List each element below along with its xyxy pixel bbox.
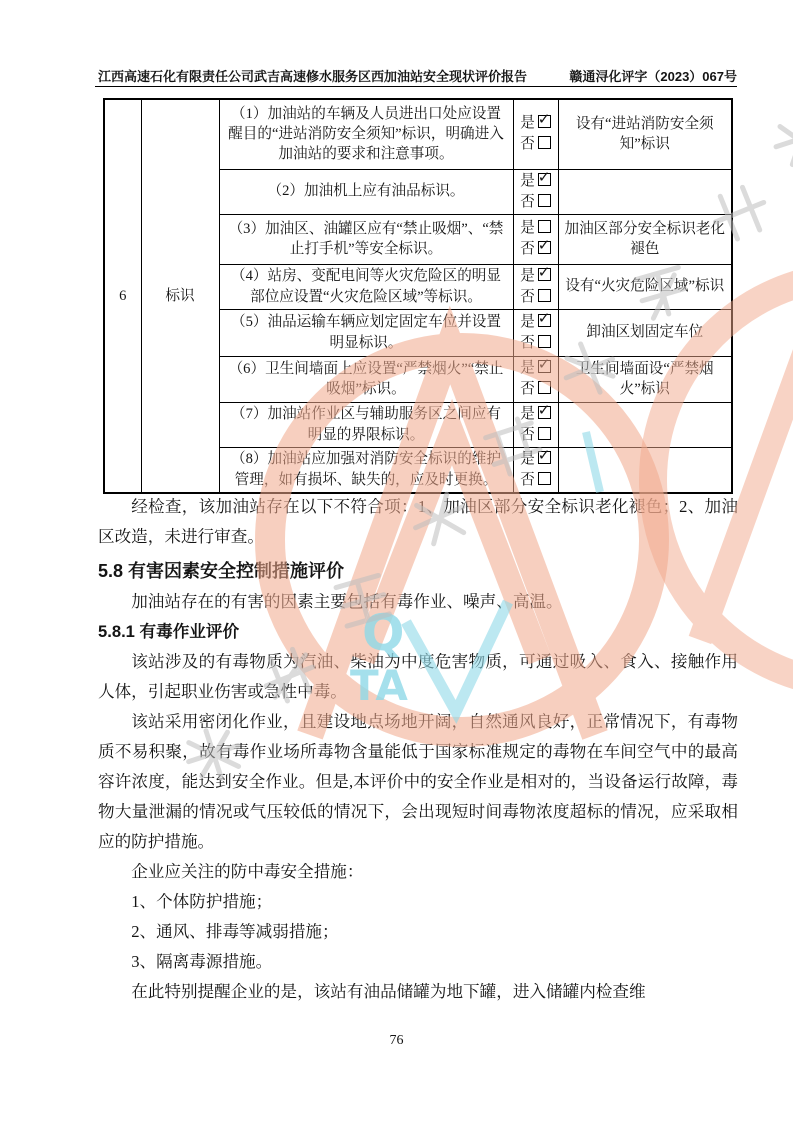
remark-cell: 设有“火灾危险区域”标识: [558, 264, 732, 309]
yes-checkbox: [538, 360, 551, 373]
item-text-cell: （3）加油区、油罐区应有“禁止吸烟”、“禁止打手机”等安全标识。: [219, 214, 513, 264]
remark-cell: 卫生间墙面设“严禁烟火”标识: [558, 356, 732, 402]
paragraph-toxic-operation: 该站采用密闭化作业，且建设地点场地开阔，自然通风良好，正常情况下，有毒物质不易积聚，故有毒作业场所毒物含量能低于国家标准规定的毒物在车间空气中的最高容许浓度，能达到安全作业。但是,本评价中的安全作业是相对的，当设备运行故障，毒物大量泄漏的情况或气压较低的情况下，会出现短时间毒物浓度超标的情况，应采取相应的防护措施。: [98, 712, 738, 851]
yes-label: 是: [520, 115, 535, 132]
yes-label: 是: [520, 450, 535, 467]
paragraph-hazard-factors: 加油站存在的有害的因素主要包括有毒作业、噪声、高温。: [131, 592, 563, 611]
page-number: 76: [389, 1033, 404, 1048]
list-item-measure-1: 1、个体防护措施；: [131, 892, 273, 911]
paragraph-inspection-result: 经检查，该加油站存在以下不符合项：1、加油区部分安全标识老化褪色；2、加油区改造，未进行审查。: [98, 497, 738, 546]
no-label: 否: [520, 426, 535, 443]
no-checkbox: [538, 427, 551, 440]
remark-cell: [558, 447, 732, 493]
no-label: 否: [520, 241, 535, 257]
no-label: 否: [520, 334, 535, 351]
yes-no-cell: [513, 214, 558, 264]
heading-5-8: 5.8 有害因素安全控制措施评价: [98, 561, 345, 581]
item-text-cell: （6）卫生间墙面上应设置“严禁烟火”“禁止吸烟”标识。: [219, 356, 513, 402]
no-label: 否: [520, 136, 535, 153]
no-checkbox: [538, 472, 551, 485]
yes-label: 是: [520, 360, 535, 376]
yes-no-cell: [513, 264, 558, 309]
list-item-measure-2: 2、通风、排毒等减弱措施；: [131, 922, 339, 941]
watermark-letter-q: Q: [362, 604, 405, 662]
remark-cell: [558, 402, 732, 447]
yes-no-cell: [513, 309, 558, 356]
yes-label: 是: [520, 220, 535, 236]
no-checkbox: [538, 289, 551, 302]
paragraph-reminder: 在此特别提醒企业的是，该站有油品储罐为地下罐，进入储罐内检查维: [131, 982, 646, 1001]
item-text-cell: （5）油品运输车辆应划定固定车位并设置明显标识。: [219, 309, 513, 356]
paragraph-toxic-substances: 该站涉及的有毒物质为汽油、柴油为中度危害物质，可通过吸入、食入、接触作用人体，引起职业伤害或急性中毒。: [98, 652, 738, 701]
no-label: 否: [520, 193, 535, 210]
remark-cell: 设有“进站消防安全须知”标识: [558, 99, 732, 169]
no-checkbox: [538, 194, 551, 207]
paragraph-measures-intro: 企业应关注的防中毒安全措施：: [131, 862, 364, 881]
item-text-cell: （1）加油站的车辆及人员进出口处应设置醒目的“进站消防安全须知”标识，明确进入加油站的要求和注意事项。: [219, 99, 513, 169]
no-label: 否: [520, 381, 535, 397]
yes-checkbox: [538, 115, 551, 128]
table-row: [104, 99, 732, 169]
no-checkbox: [538, 136, 551, 149]
yes-label: 是: [520, 172, 535, 189]
list-item-measure-3: 3、隔离毒源措施。: [131, 952, 273, 971]
header-report-title: 江西高速石化有限责任公司武吉高速修水服务区西加油站安全现状评价报告: [98, 69, 528, 84]
no-checkbox: [538, 381, 551, 394]
yes-label: 是: [520, 405, 535, 422]
safety-checklist-table: [103, 98, 733, 494]
yes-checkbox: [538, 268, 551, 281]
item-text-cell: （8）加油站应加强对消防安全标识的维护管理，如有损坏、缺失的，应及时更换。: [219, 447, 513, 493]
category-cell: 标识: [141, 99, 219, 493]
yes-checkbox: [538, 220, 551, 233]
yes-checkbox: [538, 451, 551, 464]
yes-checkbox: [538, 173, 551, 186]
heading-5-8-1: 5.8.1 有毒作业评价: [98, 622, 240, 641]
header-rule: [95, 86, 737, 87]
yes-no-cell: [513, 356, 558, 402]
no-label: 否: [520, 288, 535, 305]
item-text-cell: （4）站房、变配电间等火灾危险区的明显部位应设置“火灾危险区域”等标识。: [219, 264, 513, 309]
yes-label: 是: [520, 313, 535, 330]
header-doc-number: 赣通浔化评字（2023）067号: [569, 69, 737, 84]
yes-no-cell: [513, 447, 558, 493]
remark-cell: 加油区部分安全标识老化褪色: [558, 214, 732, 264]
item-text-cell: （7）加油站作业区与辅助服务区之间应有明显的界限标识。: [219, 402, 513, 447]
watermark-letter-ta: TA: [350, 661, 408, 710]
page-header: [98, 66, 737, 85]
remark-cell: [558, 169, 732, 214]
yes-no-cell: [513, 402, 558, 447]
row-number-cell: 6: [104, 99, 141, 493]
item-text-cell: （2）加油机上应有油品标识。: [219, 169, 513, 214]
remark-cell: 卸油区划固定车位: [558, 309, 732, 356]
yes-checkbox: [538, 314, 551, 327]
no-label: 否: [520, 471, 535, 488]
yes-no-cell: [513, 99, 558, 169]
no-checkbox: [538, 335, 551, 348]
yes-no-cell: [513, 169, 558, 214]
no-checkbox: [538, 241, 551, 254]
yes-label: 是: [520, 267, 535, 284]
yes-checkbox: [538, 406, 551, 419]
body-text: [98, 492, 738, 1007]
